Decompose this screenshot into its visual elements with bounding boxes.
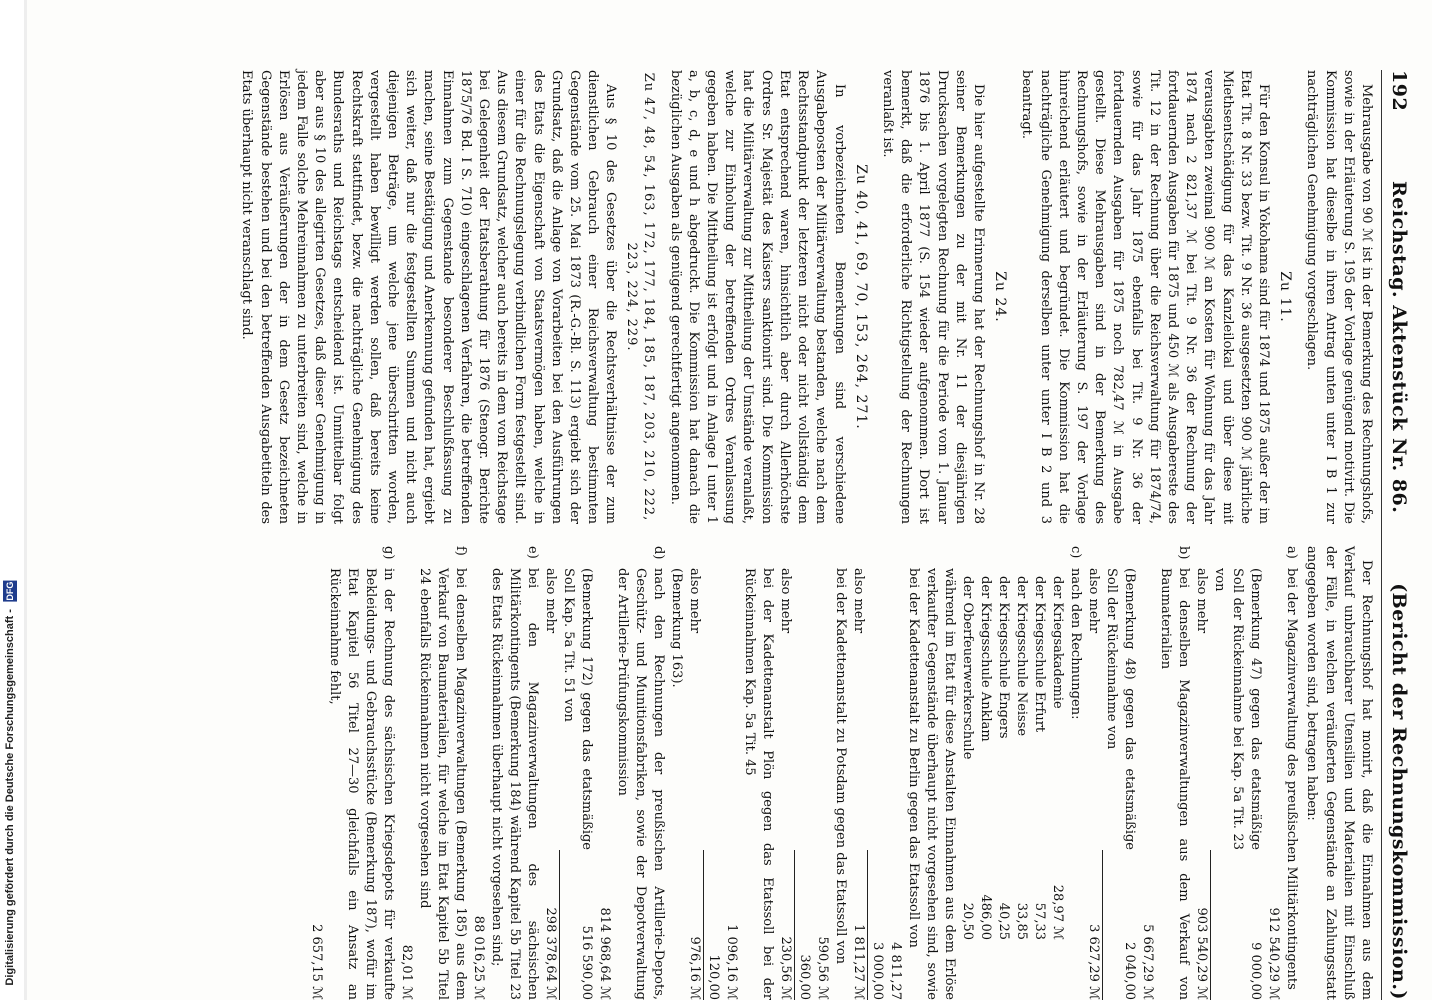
amount-row [1210,546,1264,1000]
item-text: nach den Rechnungen der preußischen Artillerie-Depots, Geschütz- und Munitionsfabriken, sowie der Depotverwaltung der Artillerie-Prüfungskommission [615,568,667,1000]
amount-row [776,546,794,1000]
item-text: bei der Kadettenanstalt zu Potsdam gegen das Etatssoll von [833,568,849,965]
item-continuation [904,546,958,1000]
item-text: in der Rechnung des sächsischen Kriegsdepots für verkaufte Bekleidungs- und Gebrauchsstücke (Bemerkung 187), wofür im Etat Kapitel 56 Titel 27—30 gleichfalls ein Ansatz an Rückeinnahme fehlt, [327,568,397,1000]
amount-row [1192,546,1210,1000]
amount-row [703,546,722,1000]
amount: 976,16 ℳ [687,936,703,1000]
school-row [1012,546,1030,1000]
amount: 516 590,00 [559,850,595,1000]
right-column [235,546,1375,1000]
rotated-page-content [110,70,1410,1000]
school-amount: 33,85 [1014,902,1030,940]
amount-row [397,546,415,1000]
amount-row [541,546,559,1000]
paragraph: Mehrausgabe von 90 ℳ ist in der Bemerkung des Rechnungshofs, sowie in der Erläuterung S. 195 der Vorlage genügend motivirt. Die Kommission hat dieselbe in ihren Antrag unten unter I B 1 zur nachträglichen Genehmigung vorgeschlagen. [1304,70,1374,524]
item-text: also mehr [851,568,867,634]
item-text: bei der Kadettenanstalt Plön gegen das Etatssoll bei der Rückeinnahmen Kap. 5a Tit. 45 [742,568,776,1000]
paragraph: In vorbezeichneten Bemerkungen sind verschiedene Ausgabeposten der Militärverwaltung bestanden, welche nach dem Rechtsstandpunkt der letzteren nicht oder nicht vollständig dem Etat entsprechend waren, hinsichtlich aber durch Allerhöchste Ordres Sr. Majestät des Kaisers sanktionirt sind. Die Kommission hat die Militärverwaltung zur Mittheilung der Umstände veranlaßt, welche zur Einholung der betreffenden Ordres Veranlassung gegeben haben. Die Mittheilung ist erfolgt und in Anlage I unter 1 a, b, c, d, e und h abgedruckt. Die Kommission hat danach die bezüglichen Ausgaben als genügend gerechtfertigt angenommen. [667,70,847,524]
amount: 1 096,16 ℳ [724,924,740,1000]
amount-row [867,546,886,1000]
amount-row [1102,546,1138,1000]
amount: 3 627,29 ℳ [1086,924,1102,1000]
item-text: also mehr [1086,568,1102,634]
item-label: f) [453,546,469,556]
amount-row [886,546,904,1000]
amount: 3 000,00 [867,850,886,1000]
item-text: während im Etat für diese Anstalten Einnahmen aus dem Erlöse verkaufter Gegenstände überhaupt nicht vorgesehen sind, sowie bei der Kadettenanstalt zu Berlin gegen das Etatssoll von [906,568,958,1000]
amount: 5 667,29 ℳ [1140,924,1156,1000]
list-item-d [613,546,667,1000]
item-note [667,546,685,1000]
school-row [1030,546,1048,1000]
section-heading: Zu 47, 48, 54, 163, 172, 177, 184, 185, 187, 203, 210, 222, 223, 224, 229. [624,72,657,522]
amount: 1 811,27 ℳ [851,924,867,1000]
amount-row [307,546,325,1000]
list-item-f [415,546,469,1000]
school-amount: 28,97 ℳ [1050,884,1066,940]
item-text: (Bemerkung 47) gegen das etatsmäßige Soll der Rückeinnahme bei Kap. 5a Tit. 23 von [1212,568,1264,850]
school-amount: 486,00 [978,894,994,940]
amount: 814 968,64 ℳ [597,907,613,1000]
amount-row [1264,546,1282,1000]
item-text: bei der Magazinverwaltung des preußischen Militärkontingents [1284,568,1300,990]
amount-row [813,546,831,1000]
school-name: der Kriegsschule Engers [996,576,1012,739]
school-name: der Kriegsschule Anklam [978,576,994,742]
amount: 120,00 [703,850,722,1000]
amount-row [794,546,813,1000]
amount-row [595,546,613,1000]
item-label: b) [1176,546,1192,560]
school-list [958,546,1066,1000]
list-item-a [1282,546,1300,1000]
school-amount: 20,50 [960,902,976,940]
paragraph: Die hier aufgestellte Erinnerung hat der Rechnungshof in Nr. 28 seiner Bemerkungen zu der mit Nr. 11 der diesjährigen Drucksachen vorgelegten Rechnung für die Periode vom 1. Januar 1876 bis 1. April 1877 (S. 154 wieder aufgenommen. Dort ist bemerkt, daß die erforderliche Richtigstellung der Rechnungen veranlaßt ist. [879,70,986,524]
item-label: c) [1068,546,1084,559]
school-name: der Oberfeuerwerkerschule [960,576,976,760]
school-name: der Kriegsschule Neisse [1014,576,1030,737]
paragraph: Der Rechnungshof hat monirt, daß die Einnahmen aus dem Verkauf unbrauchbarer Utensilien und Materialien mit Einschluß der Fälle, in welchen veräußerten Gegenstände an Zahlungsstatt angegeben worden sind, betragen haben: [1304,546,1374,1000]
item-continuation [740,546,776,1000]
amount: 9 000,00 [1210,850,1264,1000]
amount: 590,56 ℳ [815,936,831,1000]
school-name: der Kriegsakademie [1050,576,1066,709]
amount-row [559,546,595,1000]
school-row [994,546,1012,1000]
item-label: e) [525,546,541,559]
amount-row [849,546,867,1000]
school-row [1048,546,1066,1000]
school-amount: 40,25 [996,902,1012,940]
item-text: also mehr [778,568,794,634]
section-heading: Zu 40, 41, 69, 70, 153, 264, 271. [852,164,869,430]
page-header [1381,70,1410,1000]
digitization-note-text: Digitalisierung gefördert durch die Deutsche Forschungsgemeinschaft - [4,609,16,986]
amount: 360,00 [794,850,813,1000]
amount: 230,56 ℳ [778,936,794,1000]
item-text: bei denselben Magazinverwaltungen aus dem Verkauf von Baumaterialien [1158,568,1192,1000]
item-label: a) [1284,546,1300,559]
amount: 2 657,15 ℳ [309,924,325,1000]
list-item-g [325,546,397,1000]
amount-row [685,546,703,1000]
left-column [235,70,1375,524]
section-heading: Zu 11. [1277,271,1294,323]
item-label: g) [381,546,397,560]
amount-row [1084,546,1102,1000]
digitization-note [3,581,19,986]
amount: 903 540,29 ℳ [1194,907,1210,1000]
digitization-sidebar [0,0,24,1000]
school-amount: 57,33 [1032,902,1048,940]
list-item-c [1066,546,1084,1000]
amount-row [1138,546,1156,1000]
header-section: (Bericht der Rechnungskommission.) [1388,583,1410,1000]
school-name: der Kriegsschule Erfurt [1032,576,1048,733]
amount-row [469,546,487,1000]
item-continuation [831,546,849,1000]
dfg-logo: DFG [5,582,15,602]
school-row [976,546,994,1000]
amount-row [722,546,740,1000]
amount: 2 040,00 [1102,850,1138,1000]
amount: 88 016,25 ℳ [471,915,487,1000]
section-heading: Zu 24. [992,271,1009,323]
amount: 298 378,64 ℳ [543,907,559,1000]
list-item-b [1156,546,1192,1000]
school-row [958,546,976,1000]
item-label: d) [651,546,667,560]
paragraph: Aus § 10 des Gesetzes über die Rechtsverhältnisse der zum dienstlichen Gebrauch einer Reichsverwaltung bestimmten Gegenstände vom 25. Mai 1873 (R.-G.-Bl. S. 113) ergiebt sich der Grundsatz, daß die Anlage von Vorarbeiten bei den Ausführungen des Etats die Eigenschaft von Staatsvermögen haben, welche in einer für die Rechnungslegung verbindlichen Form festgestellt sind. Aus diesem Grundsatz, welcher auch bereits in dem vom Reichstage bei Gelegenheit der Etatsberathung für 1876 (Stenogr. Berichte 1875/76 Bd. I S. 710) eingeschlagenen Verfahren, die betreffenden Einnahmen zum Gegenstande besonderer Beschlußfassung zu machen, seine Bestätigung und Anerkennung gefunden hat, ergiebt sich weiter, daß nur die festgestellten Summen und nicht auch diejenigen Beträge, um welche jene überschritten worden, vergestellt haben bewilligt werden sollen, daß bereits keine Rechtskraft stattfindet, bezw. die nachträgliche Genehmigung des Bundesraths und Reichstags entscheidend ist. Unmittelbar folgt aber aus § 10 des allegirten Gesetzes, daß dieser Genehmigung in jedem Falle solche Mehreinnahmen zu unterbreiten sind, welche in Erlösen aus Veräußerungen der in dem Gesetz bezeichneten Gegenstände bestehen und bei den betreffenden Ausgabetiteln des Etats überhaupt nicht veranschlagt sind. [239,70,619,524]
item-text: bei denselben Magazinverwaltungen (Bemerkung 185) aus dem Verkauf von Baumaterialien, für welche im Etat Kapitel 5b Titel 24 ebenfalls Rückeinnahmen nicht vorgesehen sind [417,568,469,1000]
item-text: also mehr [1194,568,1210,634]
item-text: bei den Magazinverwaltungen des sächsischen Militärkontingents (Bemerkung 184) während Kapitel 5b Titel 23 des Etats Rückeinnahmen überhaupt nicht vorgesehen sind; [489,568,541,1000]
page-number: 192 [1388,70,1410,112]
header-title: Reichstag. Aktenstück Nr. 86. [1388,180,1410,514]
amount: 82,01 ℳ [399,944,415,1000]
paragraph: Für den Konsul in Yokohama sind für 1874 und 1875 außer der im Etat Tit. 8 Nr. 33 bezw. Tit. 9 Nr. 36 ausgesetzten 900 ℳ jährliche Miethsentschädigung für das Kanzleilokal und über diese mit verausgabten zweimal 900 ℳ an Kosten für Wohnung für das Jahr 1874 nach 2 821,37 ℳ bei Tit. 9 Nr. 36 der Rechnung der fortdauernden Ausgaben für 1875 und 450 ℳ als Ausgabereste des Tit. 12 in der Rechnung über die Reichsverwaltung für 1874/74, sowie für das Jahr 1875 ebenfalls bei Tit. 9 Nr. 36 der fortdauernden Ausgaben für 1875 noch 782,47 ℳ in Ausgabe gestellt. Diese Mehrausgaben sind in der Bemerkung des Rechnungshofs, sowie in der Erläuterung S. 197 der Vorlage hinreichend erläutert und begründet. Die Kommission hat die nachträgliche Genehmigung derselben unter unter I B 2 und 3 beantragt. [1019,70,1271,524]
list-item-e [487,546,541,1000]
item-text: also mehr [687,568,703,634]
item-text: (Bemerkung 48) gegen das etatsmäßige Soll der Rückeinnahme von [1104,568,1138,850]
item-text: (Bemerkung 172) gegen das etatsmäßige Soll Kap. 5a Tit. 51 von [561,568,595,850]
amount: 912 540,29 ℳ [1266,907,1282,1000]
item-text: also mehr [543,568,559,634]
item-text: (Bemerkung 163). [669,568,685,688]
page-fold-shadow [24,0,27,1000]
item-text: nach den Rechnungen: [1068,568,1084,720]
amount: 4 811,27 [888,942,904,1000]
